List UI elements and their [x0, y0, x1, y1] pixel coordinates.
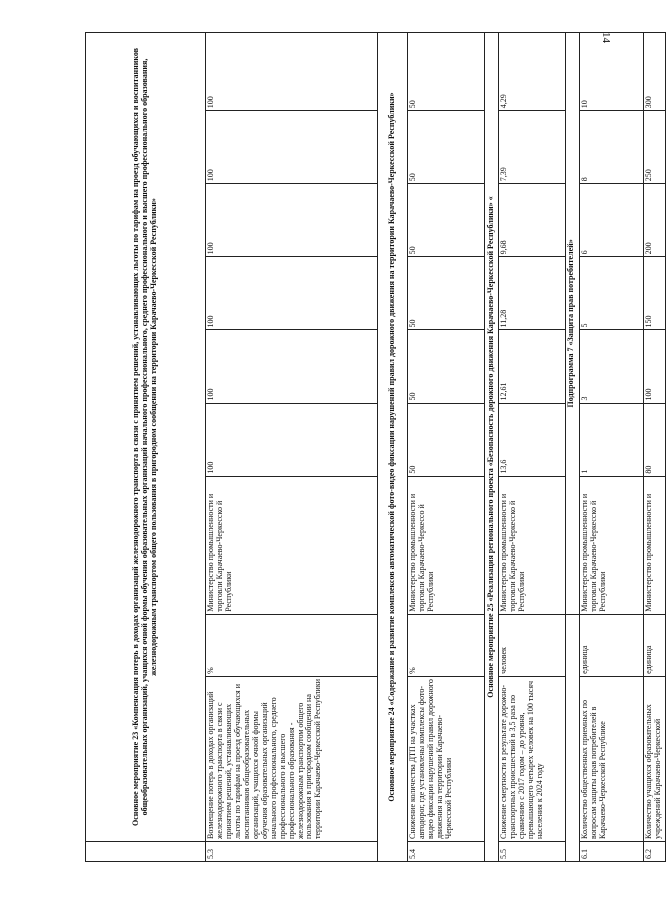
responsible-cell: Министерство промышленности и торговли Карачаево-Черкессо й Республики [408, 476, 485, 614]
indicators-table [85, 32, 666, 862]
table-row [580, 33, 644, 862]
value-cell: 100 [644, 330, 666, 403]
indicator-name: Количество учащихся образовательных учреждений Карачаево-Черкесской [644, 676, 666, 841]
responsible-cell: Министерство промышленности и [644, 476, 666, 614]
value-cell: 12,61 [499, 330, 566, 403]
unit-cell: человек [499, 614, 566, 676]
value-cell: 80 [644, 403, 666, 476]
subprogram-header: Подпрограмма 7 «Защита прав потребителей» [566, 33, 580, 615]
row-number: 6.2 [644, 841, 666, 861]
empty-num-cell [86, 841, 206, 861]
value-cell: 1 [580, 403, 644, 476]
value-cell: 100 [206, 33, 378, 111]
value-cell: 150 [644, 257, 666, 330]
value-cell: 10 [580, 33, 644, 111]
section-header-m25: Основное мероприятие 25 «Реализация регионального проекта «Безопасность дорожного движения Карачаево-Черкесской Республики» « [485, 33, 499, 862]
value-cell: 11,28 [499, 257, 566, 330]
value-cell: 200 [644, 184, 666, 257]
responsible-cell: Министерство промышленности и торговли Карачаево-Черкесско й Республики [206, 476, 378, 614]
subprogram-spacer [566, 614, 580, 861]
indicator-name: Возмещение потерь в доходах организаций железнодорожного транспорта в связи с принятием решений, устанавливающих льготы по тарифам на проезд обучающихся и воспитанников общеобразовательных организаций, учащихся очной формы обучения образовательных организаций начального профессионального, среднего профессионального и высшего профессионального образования - железнодорожным транспортом общего пользования в пригородном сообщении на территории Карачаево-Черкесской Республики [206, 676, 378, 841]
value-cell: 250 [644, 111, 666, 184]
section-header-m24: Основное мероприятие 24 «Содержание и развитие комплексов автоматической фото-видео фиксации нарушений правил дорожного движения на территории Карачаево-Черкесской Республики» [378, 33, 408, 862]
value-cell: 8 [580, 111, 644, 184]
value-cell: 9,68 [499, 184, 566, 257]
page-number: 14 [600, 32, 612, 43]
indicator-name: Количество общественных приемных по вопросам защиты прав потребителей в Карачаево-Черкесской Республике [580, 676, 644, 841]
table-row [644, 33, 666, 862]
section-header-row [86, 33, 206, 862]
unit-cell: % [206, 614, 378, 676]
indicator-name: Снижение количества ДТП на участках автодорог, где установлены комплексы фото-видео фиксации нарушений правил дорожного движения на территории Карачаево-Черкесской Республики [408, 676, 485, 841]
value-cell: 6 [580, 184, 644, 257]
value-cell: 50 [408, 33, 485, 111]
value-cell: 100 [206, 184, 378, 257]
responsible-cell: Министерство промышленности и торговли Карачаево-Черкесско й Республики [580, 476, 644, 614]
value-cell: 300 [644, 33, 666, 111]
row-number: 5.5 [499, 841, 566, 861]
value-cell: 5 [580, 257, 644, 330]
value-cell: 50 [408, 111, 485, 184]
value-cell: 4,29 [499, 33, 566, 111]
unit-cell: % [408, 614, 485, 676]
value-cell: 100 [206, 330, 378, 403]
indicator-name: Снижение смертности в результате дорожно-транспортных происшествий в 3,5 раза по сравнению с 2017 годом – до уровня, превышающего четырех человек на 100 тысяч населения к 2024 году [499, 676, 566, 841]
value-cell: 100 [206, 257, 378, 330]
row-number: 6.1 [580, 841, 644, 861]
section-header-m23: Основное мероприятие 23 «Компенсация потерь в доходах организаций железнодорожного транспорта в связи с принятием решений, устанавливающих льготы по тарифам на проезд обучающихся и воспитанников общеобразовательных организаций, учащихся очной формы обучения образовательных организаций начального профессионального, среднего профессионального и высшего профессионального образования, железнодорожным транспортом общего пользования в пригородном сообщении на территории Карачаево-Черкесской Республики» [86, 33, 206, 842]
rotated-table-container [85, 32, 662, 862]
value-cell: 50 [408, 403, 485, 476]
unit-cell: единица [644, 614, 666, 676]
value-cell: 50 [408, 257, 485, 330]
table-row [206, 33, 378, 862]
row-number: 5.4 [408, 841, 485, 861]
value-cell: 50 [408, 184, 485, 257]
row-number: 5.3 [206, 841, 378, 861]
section-header-row [378, 33, 408, 862]
value-cell: 50 [408, 330, 485, 403]
responsible-cell: Министерство промышленности и торговли Карачаево-Черкесско й Республики [499, 476, 566, 614]
subprogram-header-row [566, 33, 580, 862]
value-cell: 13,6 [499, 403, 566, 476]
value-cell: 3 [580, 330, 644, 403]
value-cell: 7,39 [499, 111, 566, 184]
table-row [499, 33, 566, 862]
value-cell: 100 [206, 111, 378, 184]
table-row [408, 33, 485, 862]
section-header-row [485, 33, 499, 862]
unit-cell: единица [580, 614, 644, 676]
value-cell: 100 [206, 403, 378, 476]
